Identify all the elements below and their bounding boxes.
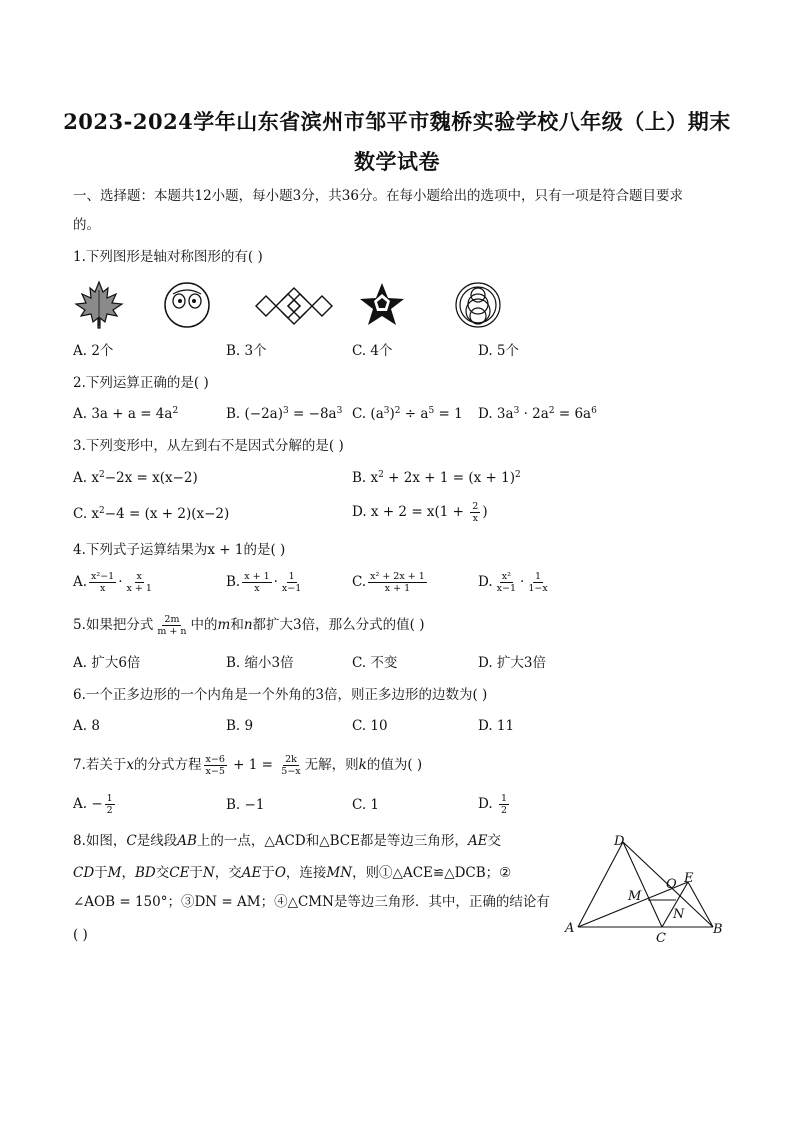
q7-stem: 7.若关于x的分式方程 $\frac{x-6}{x-5}$ + 1 = $\frac{2k}{5-x}$ 无解，则k的值为( ) xyxy=(73,754,423,777)
q2-option-d: D. $3a^3 \cdot 2a^2 = 6a^6$ xyxy=(478,406,597,422)
q2-option-c: C. $(a^3)^2 \div a^5 = 1$ xyxy=(352,406,463,422)
q8-line4: ( ) xyxy=(73,927,88,943)
circles-pattern-icon xyxy=(453,280,503,330)
label-e: E xyxy=(684,871,694,886)
q1-option-c: C. 4个 xyxy=(352,343,393,359)
q4-option-c: C. $\frac{\text{x² + 2x + 1}}{x + 1}$ xyxy=(352,571,425,594)
q6-option-a: A. 8 xyxy=(73,718,100,734)
q4-stem: 4.下列式子运算结果为x + 1的是( ) xyxy=(73,542,286,558)
exam-title-line2: 数学试卷 xyxy=(354,149,440,174)
q3-option-d: D. x + 2 = x(1 + $\frac{2}{x}$ ) xyxy=(352,501,488,524)
q6-option-d: D. 11 xyxy=(478,718,515,734)
q1-option-a: A. 2个 xyxy=(73,343,114,359)
q8-line1: 8.如图，C是线段AB上的一点，△ACD和△BCE都是等边三角形，AE交 xyxy=(73,833,502,849)
label-m: M xyxy=(628,889,642,904)
q8-line2: CD于M，BD交CE于N，交AE于O，连接MN，则①△ACE≌△DCB；② xyxy=(73,865,512,881)
q6-option-b: B. 9 xyxy=(226,718,254,734)
q1-stem: 1.下列图形是轴对称图形的有( ) xyxy=(73,249,263,265)
q3-option-a: A. $x^2-2x = x(x-2)$ xyxy=(73,470,198,486)
q5-option-d: D. 扩大3倍 xyxy=(478,655,547,671)
owl-face-icon xyxy=(162,280,212,330)
label-d: D xyxy=(614,834,625,849)
exam-title-line1: 2023-2024学年山东省滨州市邹平市魏桥实验学校八年级（上）期末 xyxy=(63,109,731,134)
q7-option-b: B. −1 xyxy=(226,797,265,813)
q3-stem: 3.下列变形中，从左到右不是因式分解的是( ) xyxy=(73,438,344,454)
section-instruction-line1: 一、选择题：本题共12小题，每小题3分，共36分。在每小题给出的选项中，只有一项是符合题目要求 xyxy=(73,188,683,204)
q5-option-b: B. 缩小3倍 xyxy=(226,655,294,671)
section-instruction-line2: 的。 xyxy=(73,217,100,233)
knot-pattern-icon xyxy=(254,286,334,326)
q8-geometry-figure xyxy=(560,832,730,947)
q7-option-d: D. $\frac{1}{2}$ xyxy=(478,793,507,816)
q6-stem: 6.一个正多边形的一个内角是一个外角的3倍，则正多边形的边数为( ) xyxy=(73,687,488,703)
q5-option-c: C. 不变 xyxy=(352,655,398,671)
q5-stem: 5.如果把分式 $\frac{2m}{m + n}$ 中的m和n都扩大3倍，那么分式的值( ) xyxy=(73,614,425,637)
q3-option-c: C. $x^2-4 = (x + 2)(x-2)$ xyxy=(73,506,230,522)
q7-option-c: C. 1 xyxy=(352,797,380,813)
maple-leaf-icon xyxy=(74,280,124,330)
q1-option-b: B. 3个 xyxy=(226,343,267,359)
q7-option-a: A. − $\frac{1}{2}$ xyxy=(73,793,113,816)
label-n: N xyxy=(673,907,685,922)
q2-option-b: B. $(-2a)^3 = -8a^3$ xyxy=(226,406,343,422)
label-a: A xyxy=(565,921,575,936)
label-o: O xyxy=(666,877,677,892)
label-c: C xyxy=(656,931,666,946)
q2-stem: 2.下列运算正确的是( ) xyxy=(73,375,209,391)
q4-option-a: A. $\frac{\text{x²−1}}{x}$ · $\frac{x}{x + 1}$ xyxy=(73,571,152,594)
star-pentagon-icon xyxy=(357,280,407,330)
q6-option-c: C. 10 xyxy=(352,718,388,734)
q4-option-b: B. $\frac{x + 1}{x}$ · $\frac{1}{x-1}$ xyxy=(226,571,302,594)
q8-line3: ∠AOB = 150°；③DN = AM；④△CMN是等边三角形．其中，正确的结论有 xyxy=(73,894,550,910)
q5-option-a: A. 扩大6倍 xyxy=(73,655,141,671)
label-b: B xyxy=(713,922,723,937)
q3-option-b: B. $x^2 + 2x + 1 = (x + 1)^2$ xyxy=(352,470,521,486)
q2-option-a: A. $3a + a = 4a^2$ xyxy=(73,406,179,422)
q1-option-d: D. 5个 xyxy=(478,343,520,359)
q4-option-d: D. $\frac{\text{x²}}{x-1}$ · $\frac{1}{1-x}$ xyxy=(478,571,548,594)
